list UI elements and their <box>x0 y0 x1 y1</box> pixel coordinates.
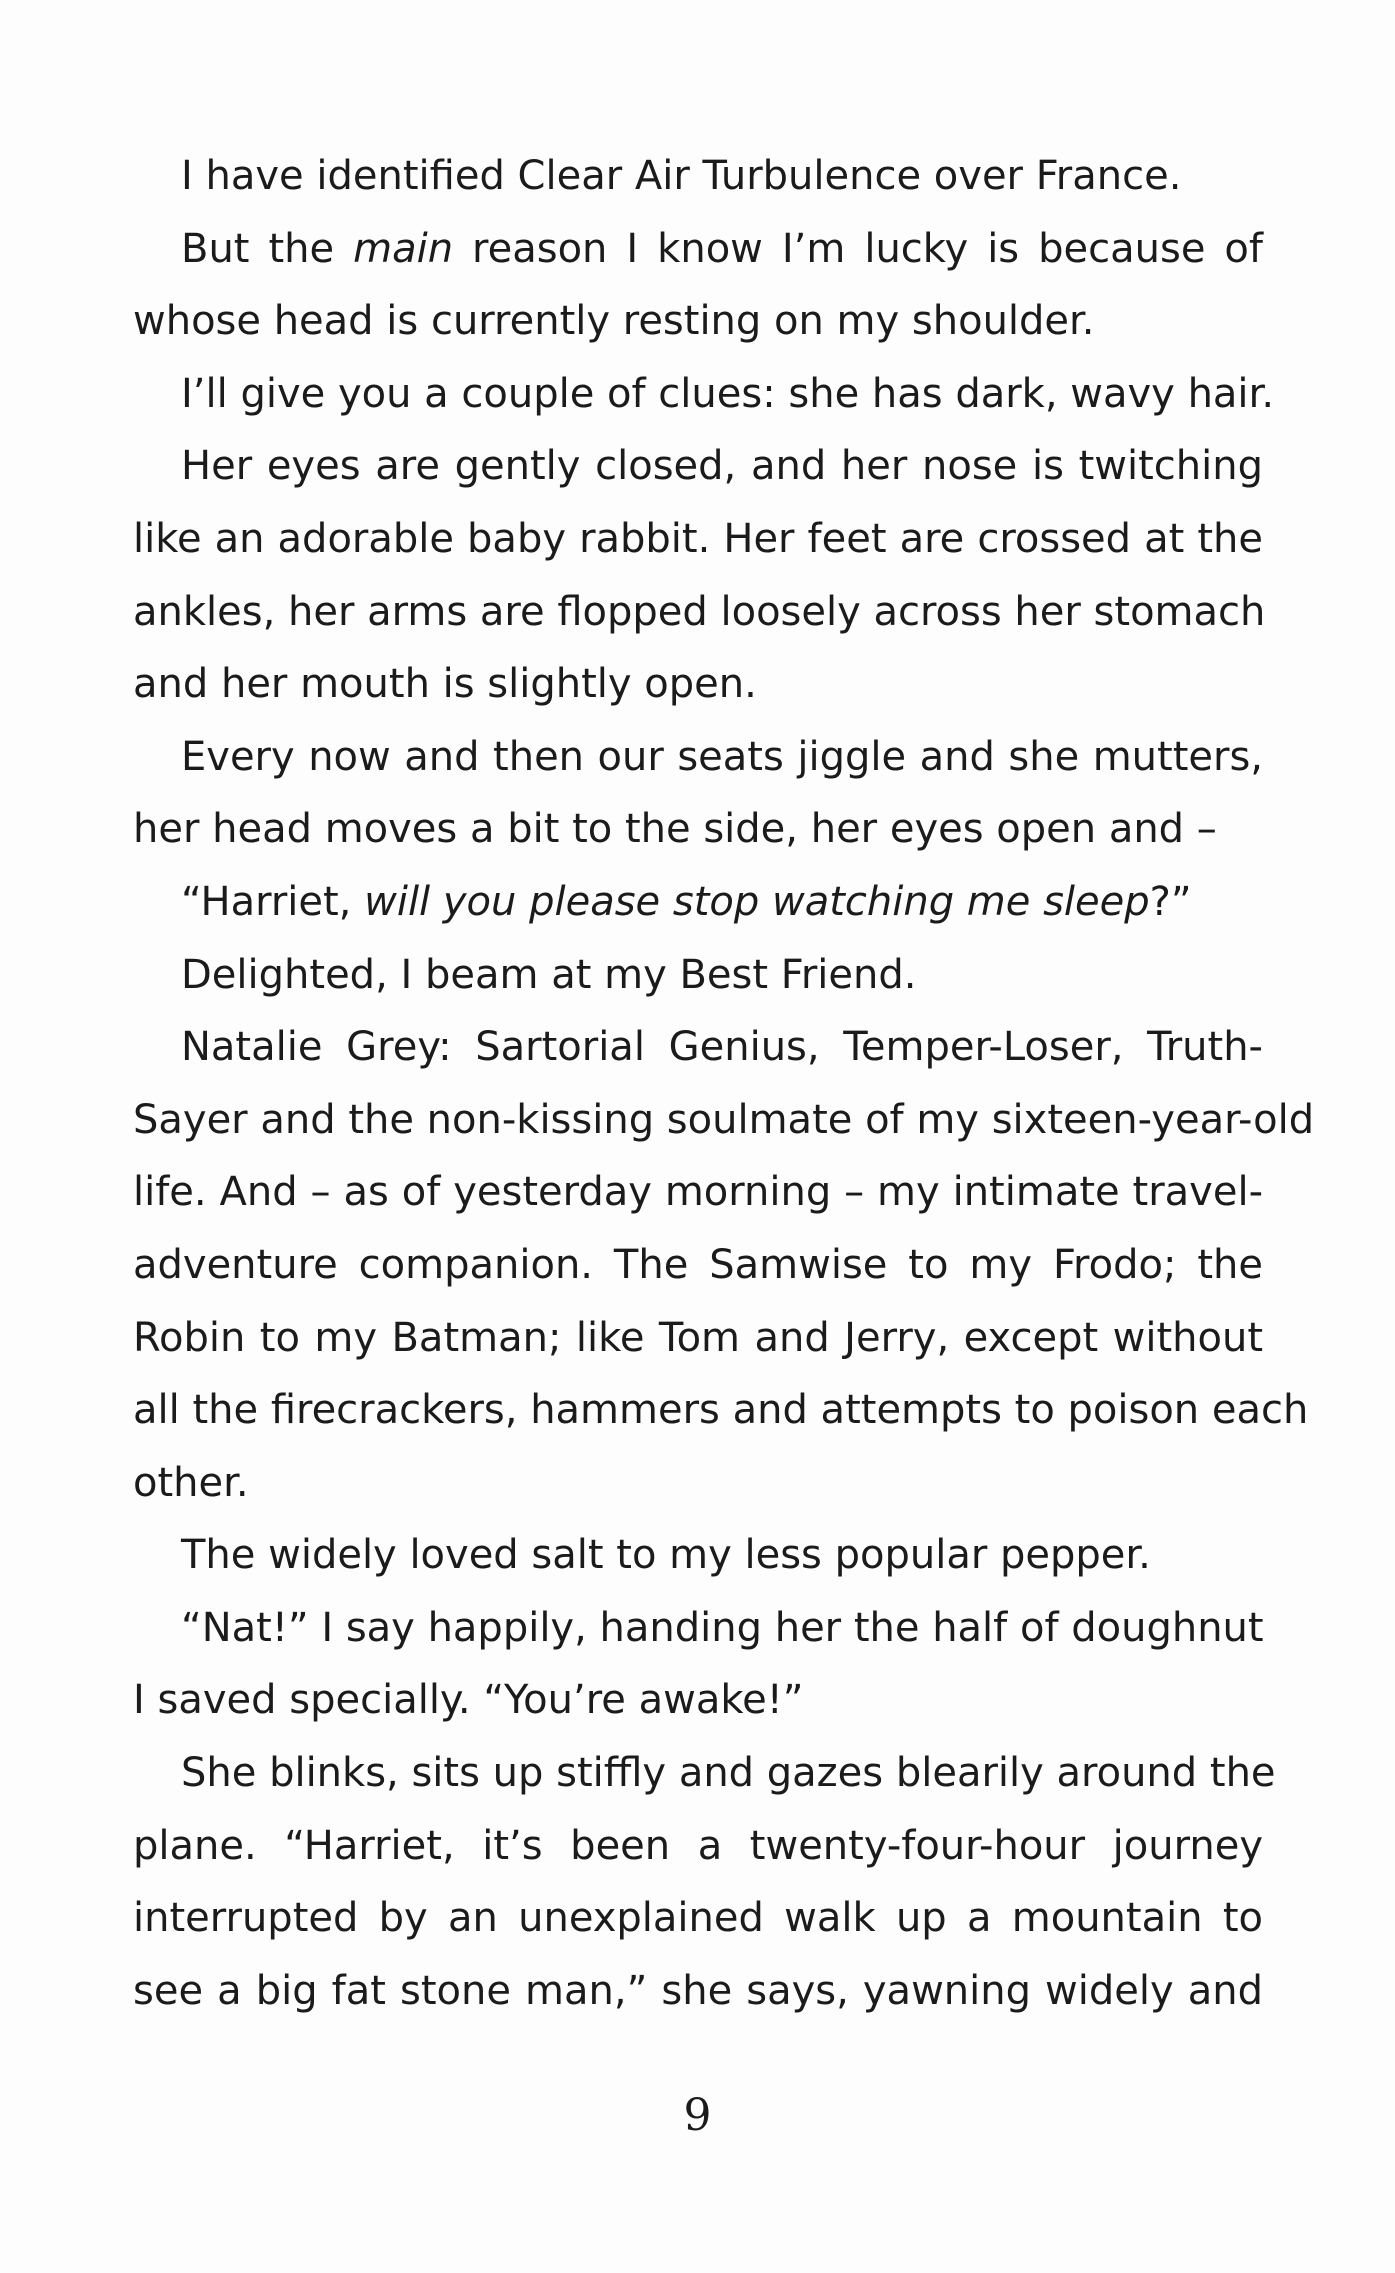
text-line <box>133 1156 1263 1229</box>
text-run: like an adorable baby rabbit. Her feet are crossed at the <box>133 515 1263 562</box>
page-number: 9 <box>683 2090 712 2141</box>
text-run: I’ll give you a couple of clues: she has dark, wavy hair. <box>181 370 1275 417</box>
text-line <box>133 140 1263 213</box>
text-line <box>133 793 1263 866</box>
text-line <box>133 648 1263 721</box>
text-line <box>133 939 1263 1012</box>
text-run: “Harriet, <box>181 878 365 925</box>
text-run: whose head is currently resting on my shoulder. <box>133 298 1095 345</box>
text-line <box>133 576 1266 649</box>
body-text <box>133 140 1315 2027</box>
text-line <box>133 430 1263 503</box>
text-run: reason I know I’m lucky is because of <box>453 225 1263 272</box>
text-run: The widely loved salt to my less popular pepper. <box>181 1532 1151 1579</box>
text-run: Robin to my Batman; like Tom and Jerry, except without <box>133 1314 1263 1361</box>
text-run: life. And – as of yesterday morning – my intimate travel- <box>133 1169 1263 1216</box>
text-run: I saved specially. “You’re awake!” <box>133 1677 804 1724</box>
text-line <box>133 1592 1263 1665</box>
text-run: plane. “Harriet, it’s been a twenty-four-hour journey <box>133 1822 1263 1869</box>
text-run: other. <box>133 1459 249 1506</box>
text-line <box>133 1519 1263 1592</box>
text-run: Her eyes are gently closed, and her nose is twitching <box>181 443 1263 490</box>
text-run: Delighted, I beam at my Best Friend. <box>181 951 917 998</box>
text-run: Every now and then our seats jiggle and she mutters, <box>181 733 1263 780</box>
italic-text: main <box>353 225 454 272</box>
text-run: Sayer and the non-kissing soulmate of my sixteen-year-old <box>133 1096 1315 1143</box>
text-run: ?” <box>1149 878 1192 925</box>
text-line <box>133 1447 1263 1520</box>
text-line <box>133 1084 1315 1157</box>
text-run: But the <box>181 225 354 272</box>
text-run: her head moves a bit to the side, her eyes open and – <box>133 806 1217 853</box>
text-line <box>133 285 1263 358</box>
text-run: and her mouth is slightly open. <box>133 661 757 708</box>
text-line <box>133 1737 1276 1810</box>
text-run: ankles, her arms are flopped loosely across her stomach <box>133 588 1266 635</box>
text-line <box>133 213 1263 286</box>
text-line <box>133 721 1263 794</box>
text-run: see a big fat stone man,” she says, yawning widely and <box>133 1967 1263 2014</box>
text-line <box>133 503 1263 576</box>
text-run: all the firecrackers, hammers and attempts to poison each <box>133 1387 1309 1434</box>
italic-text: will you please stop watching me sleep <box>364 878 1150 925</box>
text-line <box>133 1374 1309 1447</box>
text-line <box>133 358 1275 431</box>
text-line <box>133 1810 1263 1883</box>
text-line <box>133 1955 1263 2028</box>
text-run: She blinks, sits up stiffly and gazes blearily around the <box>181 1750 1276 1797</box>
text-line <box>133 1011 1263 1084</box>
text-run: interrupted by an unexplained walk up a mountain to <box>133 1895 1263 1942</box>
text-run: I have identified Clear Air Turbulence over France. <box>181 153 1182 199</box>
text-line <box>133 1882 1263 1955</box>
text-line <box>133 1664 1263 1737</box>
text-run: “Nat!” I say happily, handing her the half of doughnut <box>181 1604 1264 1651</box>
text-line <box>133 1229 1263 1302</box>
text-line <box>133 866 1263 939</box>
text-run: Natalie Grey: Sartorial Genius, Temper-Loser, Truth- <box>181 1024 1263 1071</box>
text-line <box>133 1302 1263 1375</box>
text-run: adventure companion. The Samwise to my Frodo; the <box>133 1241 1263 1288</box>
